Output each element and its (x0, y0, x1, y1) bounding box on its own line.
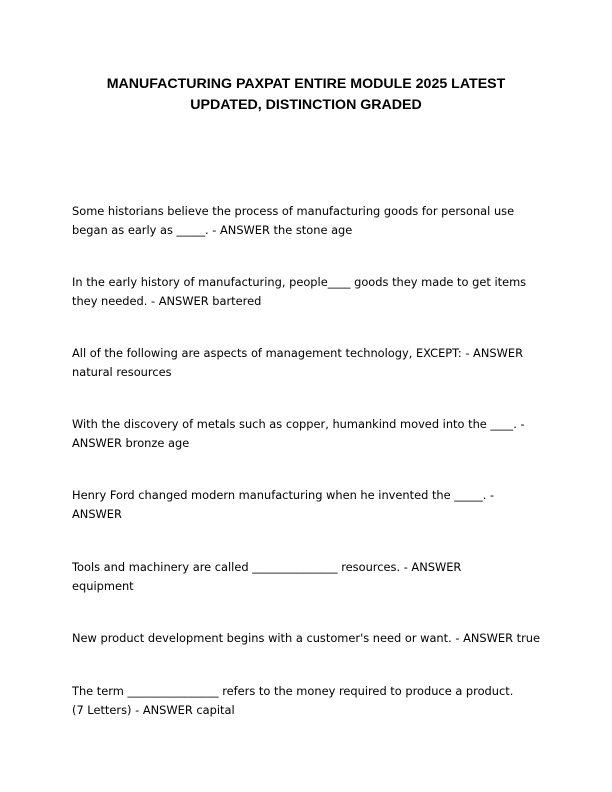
qa-line: The term ________________ refers to the money required to produce a product. (72, 684, 514, 698)
qa-line: With the discovery of metals such as copper, humankind moved into the ____. - (72, 417, 525, 431)
qa-item-3 (72, 344, 552, 382)
qa-item-6 (72, 558, 552, 596)
qa-line: Henry Ford changed modern manufacturing when he invented the _____. - (72, 488, 495, 502)
qa-line: they needed. - ANSWER bartered (72, 294, 262, 308)
qa-item-5 (72, 486, 552, 524)
qa-line: began as early as _____. - ANSWER the stone age (72, 223, 353, 237)
title-line-1: MANUFACTURING PAXPAT ENTIRE MODULE 2025 LATEST (106, 76, 506, 92)
qa-line: Tools and machinery are called _______________ resources. - ANSWER (72, 560, 462, 574)
qa-line: In the early history of manufacturing, people____ goods they made to get items (72, 275, 527, 289)
qa-line: ANSWER bronze age (72, 436, 190, 450)
qa-item-2 (72, 273, 552, 311)
qa-line: natural resources (72, 365, 172, 379)
qa-item-4 (72, 415, 552, 453)
title-line-2: UPDATED, DISTINCTION GRADED (190, 97, 422, 113)
page-title (60, 74, 552, 116)
qa-line: ANSWER (72, 507, 122, 521)
qa-item-8 (72, 682, 552, 720)
qa-item-7 (72, 629, 552, 648)
qa-line: (7 Letters) - ANSWER capital (72, 703, 235, 717)
qa-line: New product development begins with a customer's need or want. - ANSWER true (72, 631, 541, 645)
qa-line: Some historians believe the process of manufacturing goods for personal use (72, 204, 515, 218)
qa-item-1 (72, 202, 552, 240)
qa-line: All of the following are aspects of management technology, EXCEPT: - ANSWER (72, 346, 523, 360)
qa-line: equipment (72, 579, 134, 593)
